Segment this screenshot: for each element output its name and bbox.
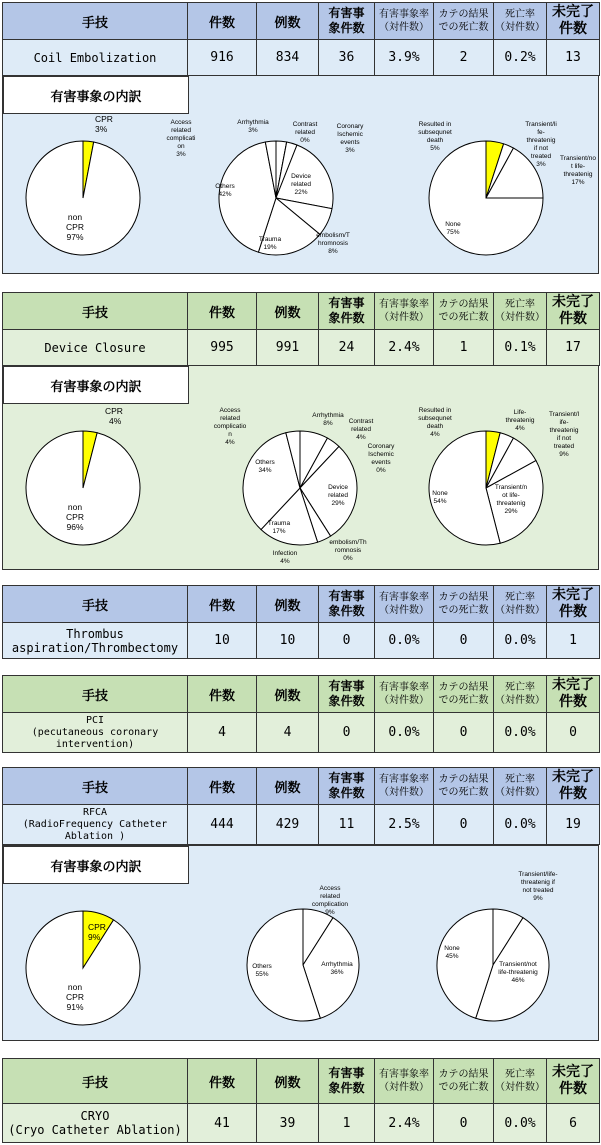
svg-text:ife-: ife- [559, 419, 569, 426]
procedure-table [2, 767, 600, 845]
cell-rate: 3.9% [375, 40, 434, 76]
table-header-row [3, 586, 600, 623]
header-cath-deaths: カテの結果 での死亡数 [434, 676, 494, 713]
cell-patients: 991 [257, 330, 319, 366]
header-adverse-events: 有害事 象件数 [319, 768, 375, 805]
label-arrhythmia: Arrhythmia [321, 961, 353, 968]
svg-text:8%: 8% [328, 248, 338, 255]
procedure-name: RFCA (RadioFrequency Catheter Ablation ) [3, 805, 188, 845]
header-cath-deaths: カテの結果 での死亡数 [434, 1059, 494, 1104]
header-mortality: 死亡率 （対件数） [494, 293, 547, 330]
svg-text:0%: 0% [376, 467, 386, 474]
header-cases: 件数 [188, 586, 257, 623]
svg-text:fe-: fe- [537, 129, 545, 136]
procedure-name: CRYO (Cryo Catheter Ablation) [3, 1104, 188, 1143]
svg-text:related: related [291, 181, 311, 188]
svg-text:treated: treated [530, 153, 552, 160]
svg-text:threatenig: threatenig [526, 137, 556, 144]
procedure-table [2, 292, 600, 366]
cell-rate: 2.4% [375, 330, 434, 366]
label-arrhythmia: Arrhythmia [312, 412, 344, 419]
header-incomplete: 未完了 件数 [547, 586, 600, 623]
header-adverse-events: 有害事 象件数 [319, 1059, 375, 1104]
header-cath-deaths: カテの結果 での死亡数 [434, 586, 494, 623]
label-device: Device [291, 173, 311, 180]
procedure-name: Coil Embolization [3, 40, 188, 76]
table-header-row [3, 3, 600, 40]
pie-charts [3, 846, 598, 1040]
cell-incomplete: 6 [547, 1104, 600, 1143]
label-non: non [67, 212, 83, 222]
svg-text:22%: 22% [294, 189, 308, 196]
header-mortality: 死亡率 （対件数） [494, 676, 547, 713]
svg-text:threatenig if: threatenig if [521, 879, 555, 886]
table-header-row [3, 676, 600, 713]
svg-text:hromnosis: hromnosis [318, 240, 348, 247]
header-adverse-rate: 有害事象率 （対件数） [375, 293, 434, 330]
cell-adverse: 0 [319, 713, 375, 753]
pie-charts [3, 76, 598, 273]
header-procedure: 手技 [3, 676, 188, 713]
svg-text:subsequnet: subsequnet [418, 129, 452, 136]
cell-mortality: 0.1% [494, 330, 547, 366]
cell-cath-deaths: 0 [434, 1104, 494, 1143]
header-patients: 例数 [257, 3, 319, 40]
svg-text:ot life-: ot life- [502, 492, 520, 499]
label-none: None [445, 221, 461, 228]
label-coronary: Coronary [367, 443, 395, 450]
svg-text:on: on [177, 143, 185, 150]
svg-text:0%: 0% [343, 555, 353, 562]
svg-text:threatenig: threatenig [563, 171, 593, 178]
svg-text:4%: 4% [225, 439, 235, 446]
cell-incomplete: 0 [547, 713, 600, 753]
header-cath-deaths: カテの結果 での死亡数 [434, 768, 494, 805]
label-none: None [432, 490, 448, 497]
header-mortality: 死亡率 （対件数） [494, 1059, 547, 1104]
header-mortality: 死亡率 （対件数） [494, 586, 547, 623]
label-non-cpr-pct: 97% [66, 232, 84, 242]
procedure-name: Device Closure [3, 330, 188, 366]
svg-text:29%: 29% [331, 500, 345, 507]
header-cath-deaths: カテの結果 での死亡数 [434, 3, 494, 40]
svg-text:threatenig: threatenig [496, 500, 526, 507]
procedure-name: PCI (pecutaneous coronary intervention) [3, 713, 188, 753]
svg-text:threatenig: threatenig [549, 427, 579, 434]
cell-patients: 429 [257, 805, 319, 845]
header-patients: 例数 [257, 586, 319, 623]
cell-rate: 2.4% [375, 1104, 434, 1143]
cell-cases: 10 [188, 623, 257, 659]
cell-adverse: 1 [319, 1104, 375, 1143]
header-cases: 件数 [188, 3, 257, 40]
label-trauma: Trauma [258, 236, 282, 243]
section-pci [2, 675, 599, 753]
svg-text:19%: 19% [263, 244, 277, 251]
header-cath-deaths: カテの結果 での死亡数 [434, 293, 494, 330]
section-device-closure [2, 292, 599, 570]
svg-text:3%: 3% [176, 151, 186, 158]
label-cpr: CPR [95, 114, 113, 124]
breakdown-label: 有害事象の内訳 [3, 76, 189, 114]
svg-text:91%: 91% [66, 1002, 84, 1012]
breakdown-panel [2, 845, 599, 1041]
cell-mortality: 0.0% [494, 805, 547, 845]
header-adverse-rate: 有害事象率 （対件数） [375, 1059, 434, 1104]
label-infection: Infection [272, 550, 298, 557]
header-procedure: 手技 [3, 768, 188, 805]
cell-mortality: 0.0% [494, 713, 547, 753]
svg-text:events: events [340, 139, 360, 146]
breakdown-label: 有害事象の内訳 [3, 366, 189, 404]
cell-rate: 2.5% [375, 805, 434, 845]
label-embolism: embolism/Th [329, 539, 367, 546]
header-adverse-rate: 有害事象率 （対件数） [375, 586, 434, 623]
header-cases: 件数 [188, 293, 257, 330]
svg-text:4%: 4% [280, 558, 290, 565]
svg-text:CPR: CPR [66, 512, 84, 522]
header-incomplete: 未完了 件数 [547, 768, 600, 805]
label-transient-not: Transient/not [499, 961, 537, 968]
header-incomplete: 未完了 件数 [547, 293, 600, 330]
svg-text:life-threatenig: life-threatenig [498, 969, 538, 976]
svg-text:complicati: complicati [166, 135, 196, 142]
svg-text:42%: 42% [218, 191, 232, 198]
svg-text:related: related [320, 893, 340, 900]
header-adverse-rate: 有害事象率 （対件数） [375, 676, 434, 713]
procedure-table [2, 2, 600, 76]
svg-text:not treated: not treated [522, 887, 554, 894]
procedure-table [2, 1058, 600, 1143]
cell-cath-deaths: 0 [434, 623, 494, 659]
svg-text:Ischemic: Ischemic [368, 451, 394, 458]
table-row [3, 805, 600, 845]
svg-text:29%: 29% [504, 508, 518, 515]
svg-text:17%: 17% [272, 528, 286, 535]
cell-cases: 916 [188, 40, 257, 76]
header-mortality: 死亡率 （対件数） [494, 3, 547, 40]
svg-text:54%: 54% [433, 498, 447, 505]
svg-text:9%: 9% [325, 909, 335, 916]
cell-mortality: 0.0% [494, 623, 547, 659]
header-patients: 例数 [257, 1059, 319, 1104]
svg-text:3%: 3% [536, 161, 546, 168]
cell-cases: 4 [188, 713, 257, 753]
svg-text:Ischemic: Ischemic [337, 131, 363, 138]
header-incomplete: 未完了 件数 [547, 3, 600, 40]
label-contrast: Contrast [348, 418, 374, 425]
table-header-row [3, 768, 600, 805]
header-patients: 例数 [257, 676, 319, 713]
label-transient-life: Transient/life- [518, 871, 558, 878]
cell-cath-deaths: 0 [434, 805, 494, 845]
label-life-threatening: Life- [513, 409, 527, 416]
header-adverse-events: 有害事 象件数 [319, 293, 375, 330]
section-cryo [2, 1058, 599, 1144]
label-resulted-death: Resulted in [418, 121, 452, 128]
label-trauma: Trauma [267, 520, 291, 527]
table-header-row [3, 1059, 600, 1104]
svg-text:34%: 34% [258, 467, 272, 474]
svg-text:related: related [295, 129, 315, 136]
svg-text:8%: 8% [323, 420, 333, 427]
label-transient-life: Transient/li [525, 121, 557, 128]
label-transient-life: Transient/l [548, 411, 580, 418]
cell-cases: 41 [188, 1104, 257, 1143]
pie-charts [3, 366, 598, 569]
cell-rate: 0.0% [375, 713, 434, 753]
header-cases: 件数 [188, 1059, 257, 1104]
svg-text:threatenig: threatenig [505, 417, 535, 424]
svg-text:9%: 9% [559, 451, 569, 458]
table-row [3, 330, 600, 366]
cell-incomplete: 19 [547, 805, 600, 845]
table-row [3, 40, 600, 76]
label-access: Access [219, 407, 241, 414]
label-access: Access [319, 885, 341, 892]
header-patients: 例数 [257, 293, 319, 330]
header-adverse-events: 有害事 象件数 [319, 676, 375, 713]
svg-text:romnosis: romnosis [334, 547, 362, 554]
cell-incomplete: 1 [547, 623, 600, 659]
svg-text:9%: 9% [533, 895, 543, 902]
procedure-name: Thrombus aspiration/Thrombectomy [3, 623, 188, 659]
cell-patients: 10 [257, 623, 319, 659]
header-procedure: 手技 [3, 293, 188, 330]
svg-text:3%: 3% [248, 127, 258, 134]
cell-patients: 39 [257, 1104, 319, 1143]
cell-cases: 444 [188, 805, 257, 845]
cell-incomplete: 13 [547, 40, 600, 76]
label-cpr-pct: 9% [88, 932, 101, 942]
cell-cath-deaths: 2 [434, 40, 494, 76]
label-others: Others [252, 963, 272, 970]
label-cpr: CPR [105, 406, 123, 416]
svg-text:related: related [351, 426, 371, 433]
svg-text:5%: 5% [430, 145, 440, 152]
label-others: Others [215, 183, 235, 190]
header-cases: 件数 [188, 768, 257, 805]
breakdown-panel [2, 75, 599, 274]
cell-adverse: 11 [319, 805, 375, 845]
cell-incomplete: 17 [547, 330, 600, 366]
svg-text:complication: complication [311, 901, 349, 908]
svg-text:if not: if not [556, 435, 572, 442]
cell-cath-deaths: 0 [434, 713, 494, 753]
cell-rate: 0.0% [375, 623, 434, 659]
svg-text:n: n [228, 431, 232, 438]
header-adverse-events: 有害事 象件数 [319, 3, 375, 40]
table-row [3, 713, 600, 753]
svg-text:related: related [220, 415, 240, 422]
svg-text:related: related [171, 127, 191, 134]
cell-mortality: 0.2% [494, 40, 547, 76]
label-arrhythmia: Arrhythmia [237, 119, 269, 126]
svg-text:4%: 4% [356, 434, 366, 441]
cell-adverse: 24 [319, 330, 375, 366]
label-non: non [67, 502, 83, 512]
label-cpr-pct: 4% [109, 416, 122, 426]
svg-text:45%: 45% [445, 953, 459, 960]
cell-cases: 995 [188, 330, 257, 366]
svg-text:96%: 96% [66, 522, 84, 532]
svg-text:4%: 4% [515, 425, 525, 432]
label-cpr-pct: 3% [95, 124, 108, 134]
header-procedure: 手技 [3, 3, 188, 40]
section-thrombus-aspiration [2, 585, 599, 662]
svg-text:if not: if not [533, 145, 549, 152]
cell-adverse: 36 [319, 40, 375, 76]
cell-adverse: 0 [319, 623, 375, 659]
table-row [3, 623, 600, 659]
label-transient-not: Transient/n [494, 484, 528, 491]
table-header-row [3, 293, 600, 330]
svg-text:death: death [426, 137, 444, 144]
header-incomplete: 未完了 件数 [547, 676, 600, 713]
label-others: Others [255, 459, 275, 466]
label-cpr: CPR [88, 922, 106, 932]
header-procedure: 手技 [3, 1059, 188, 1104]
label-non: non [67, 982, 83, 992]
svg-text:CPR: CPR [66, 992, 84, 1002]
svg-text:death: death [426, 423, 444, 430]
label-resulted-death: Resulted in [418, 407, 452, 414]
header-mortality: 死亡率 （対件数） [494, 768, 547, 805]
label-device: Device [328, 484, 348, 491]
cell-mortality: 0.0% [494, 1104, 547, 1143]
breakdown-panel [2, 365, 599, 570]
cell-patients: 4 [257, 713, 319, 753]
procedure-table [2, 585, 600, 659]
header-adverse-events: 有害事 象件数 [319, 586, 375, 623]
label-none: None [444, 945, 460, 952]
svg-text:complicatio: complicatio [213, 423, 247, 430]
svg-text:4%: 4% [430, 431, 440, 438]
label-embolism: embolism/T [316, 232, 350, 239]
svg-text:3%: 3% [345, 147, 355, 154]
cell-cath-deaths: 1 [434, 330, 494, 366]
svg-text:46%: 46% [511, 977, 525, 984]
table-row [3, 1104, 600, 1143]
label-coronary: Coronary [336, 123, 364, 130]
svg-text:55%: 55% [255, 971, 269, 978]
svg-text:events: events [371, 459, 391, 466]
section-rfca [2, 767, 599, 1041]
section-coil-embolization [2, 2, 599, 274]
svg-text:t life-: t life- [570, 163, 586, 170]
svg-text:0%: 0% [300, 137, 310, 144]
header-patients: 例数 [257, 768, 319, 805]
header-incomplete: 未完了 件数 [547, 1059, 600, 1104]
breakdown-label: 有害事象の内訳 [3, 846, 189, 884]
label-transient-not: Transient/no [560, 155, 596, 162]
svg-text:36%: 36% [330, 969, 344, 976]
svg-text:75%: 75% [446, 229, 460, 236]
header-procedure: 手技 [3, 586, 188, 623]
header-adverse-rate: 有害事象率 （対件数） [375, 768, 434, 805]
cell-patients: 834 [257, 40, 319, 76]
label-access: Access [170, 119, 192, 126]
svg-text:17%: 17% [571, 179, 585, 186]
header-adverse-rate: 有害事象率 （対件数） [375, 3, 434, 40]
svg-text:treated: treated [553, 443, 575, 450]
procedure-table [2, 675, 600, 753]
header-cases: 件数 [188, 676, 257, 713]
label-contrast: Contrast [292, 121, 318, 128]
label-cpr-word: CPR [66, 222, 84, 232]
svg-text:subsequnet: subsequnet [418, 415, 452, 422]
svg-text:related: related [328, 492, 348, 499]
